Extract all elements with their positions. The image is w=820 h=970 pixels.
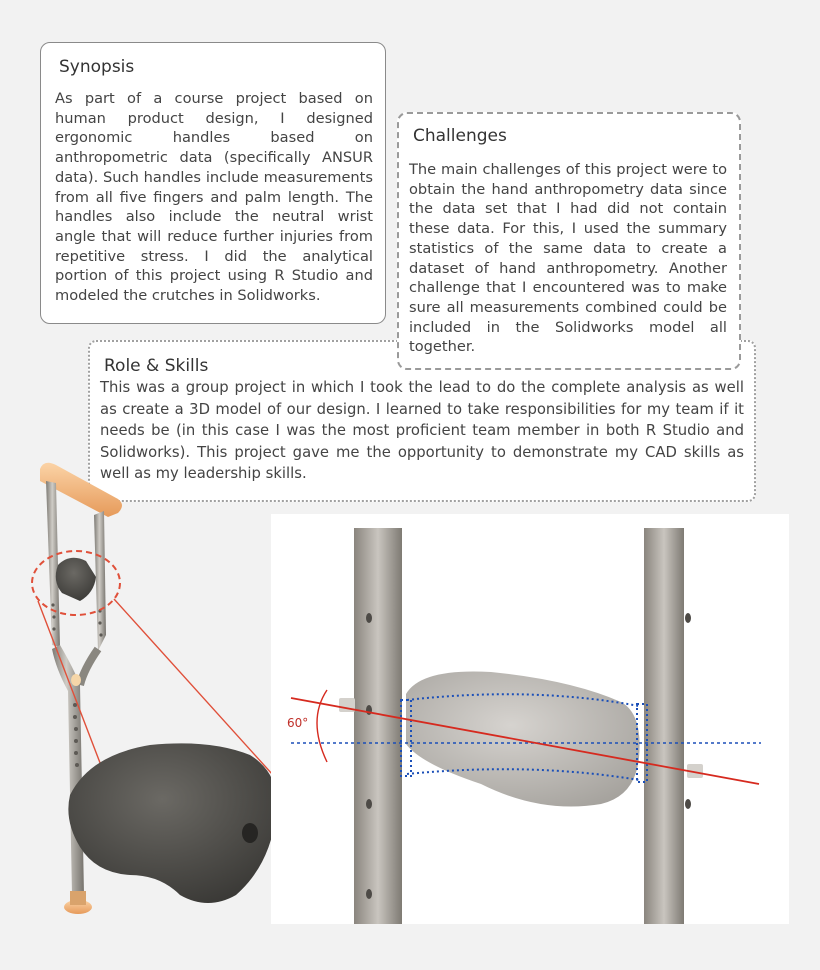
challenges-body: The main challenges of this project were to obtain the hand anthropometry data since the data set that I had did not contain these data. For this, I used the summary statistics of the same data to create a dataset of hand anthropometry. Another challenge that I encountered was to make sure all measurements combined could be included in the Solidworks model all together. [409, 161, 727, 356]
synopsis-card [40, 42, 386, 324]
handle-zoom-view [68, 743, 277, 903]
role-skills-title: Role & Skills [104, 356, 209, 376]
handle-pad [406, 671, 640, 806]
role-skills-body: This was a group project in which I took the lead to do the complete analysis as well as create a 3D model of our design. I learned to take responsibilities for my team if it needs be (in this case I was the most proficient team member in both R Studio and Solidworks). This project gave me the opportunity to demonstrate my CAD skills as well as my leadership skills. [100, 379, 744, 482]
synopsis-title: Synopsis [59, 57, 135, 77]
challenges-card [397, 112, 741, 370]
challenges-title: Challenges [413, 126, 507, 146]
crutch-illustration [0, 455, 300, 925]
crutch-rail-right [94, 511, 106, 651]
synopsis-body: As part of a course project based on human product design, I designed ergonomic handles based on anthropometric data (specifically ANSUR data). Such handles include measurements from all five fingers and palm length. The handles also include the neutral wrist angle that will reduce further injuries from repetitive stress. I did the analytical portion of this project using R Studio and modeled the crutches in Solidworks. [55, 90, 373, 305]
angle-label: 60° [287, 716, 309, 730]
handle-detail-render [271, 514, 789, 924]
right-pole [644, 528, 684, 924]
left-pole [354, 528, 402, 924]
angle-arc [317, 690, 327, 762]
crutch-rail-left [46, 481, 60, 647]
crutch-grip-small [56, 558, 96, 601]
